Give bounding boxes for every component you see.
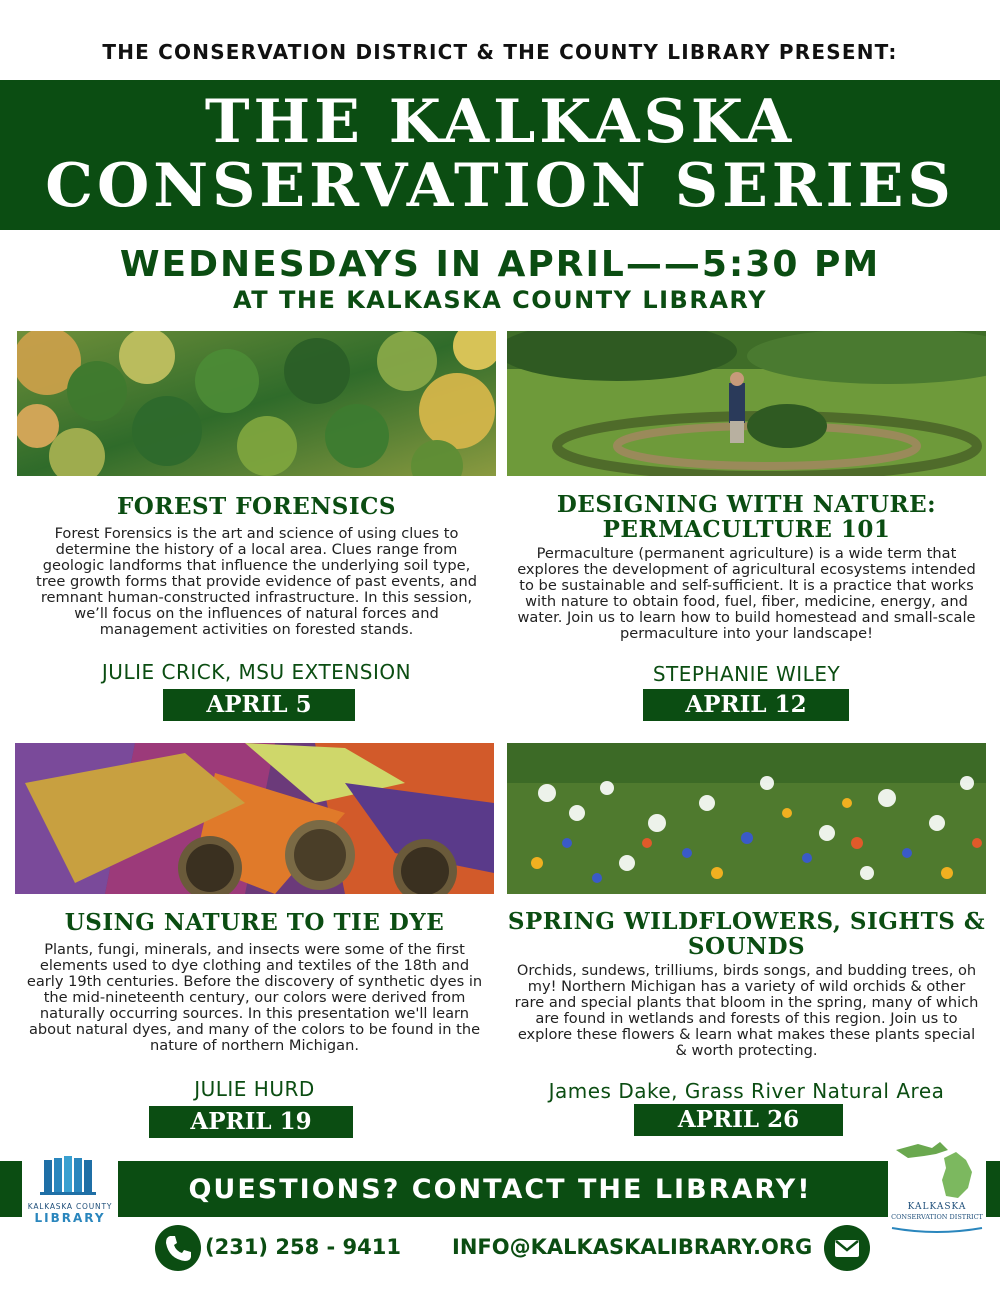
session-description: Forest Forensics is the art and science of using clues to determine the history of a local area. Clues range from geologic landforms that influence the underlying soil type, tree growth forms that provide evidence of past events, and remnant human-constructed infrastructure. In this session, we’ll focus on the influences of natural forces and management activities on forested stands.: [36, 525, 477, 638]
envelope-icon[interactable]: [824, 1225, 870, 1271]
presenter-line: THE CONSERVATION DISTRICT & THE COUNTY LIBRARY PRESENT:: [102, 40, 898, 64]
permaculture-garden-photo: [507, 331, 986, 476]
session-title: FOREST FORENSICS: [116, 493, 397, 520]
session-title: SPRING WILDFLOWERS, SIGHTS & SOUNDS: [507, 908, 986, 960]
contact-library-heading: QUESTIONS? CONTACT THE LIBRARY!: [188, 1174, 812, 1205]
water-wave-icon: [888, 1224, 986, 1234]
title-banner: [0, 80, 1000, 230]
dyed-leaves-photo: [15, 743, 494, 894]
library-logo: [22, 1150, 118, 1228]
session-date-badge: APRIL 5: [163, 689, 355, 721]
session-title: DESIGNING WITH NATURE: PERMACULTURE 101: [556, 491, 937, 543]
session-speaker: JULIE HURD: [194, 1077, 315, 1101]
session-date-badge: APRIL 26: [634, 1104, 843, 1136]
session-description: Permaculture (permanent agriculture) is a wide term that explores the development of agricultural ecosystems intended to be sustainable and self-sufficient. It is a practice that works with nature to obtain food, fuel, fiber, medicine, energy, and water. Join us to learn how to build homestead and small-scale permaculture into your landscape!: [517, 545, 976, 642]
session-description: Orchids, sundews, trilliums, birds songs, and budding trees, oh my! Northern Michigan has a variety of wild orchids & other rare and special plants that bloom in the spring, many of which are found in wetlands and forests of this region. Join us to explore these flowers & learn what makes these plants special & worth protecting.: [514, 962, 979, 1059]
session-speaker: STEPHANIE WILEY: [652, 662, 841, 686]
aerial-forest-photo: [17, 331, 496, 476]
library-logo-line1: KALKASKA COUNTY: [27, 1202, 113, 1211]
wildflower-meadow-photo: [507, 743, 986, 894]
session-speaker: James Dake, Grass River Natural Area: [548, 1079, 945, 1103]
session-speaker: JULIE CRICK, MSU EXTENSION: [101, 660, 412, 684]
series-title-line2: CONSERVATION SERIES: [45, 151, 955, 221]
series-title-line1: THE KALKASKA: [204, 87, 796, 157]
session-date-badge: APRIL 19: [149, 1106, 353, 1138]
library-logo-line2: LIBRARY: [34, 1211, 106, 1225]
michigan-map-icon: [888, 1136, 986, 1202]
schedule-when: WEDNESDAYS IN APRIL——5:30 PM: [119, 244, 881, 285]
book-icon: [22, 1154, 118, 1198]
session-date-badge: APRIL 12: [643, 689, 849, 721]
session-description: Plants, fungi, minerals, and insects were some of the first elements used to dye clothing and textiles of the 18th and early 19th centuries. Before the discovery of synthetic dyes in the mid-nineteenth century, our colors were derived from naturally occurring sources. In this presentation we'll learn about natural dyes, and many of the colors to be found in the nature of northern Michigan.: [26, 941, 483, 1054]
phone-icon[interactable]: [155, 1225, 201, 1271]
library-email[interactable]: INFO@KALKASKALIBRARY.ORG: [452, 1235, 813, 1259]
district-logo-line1: KALKASKA: [907, 1202, 967, 1212]
session-title: USING NATURE TO TIE DYE: [64, 909, 445, 936]
schedule-where: AT THE KALKASKA COUNTY LIBRARY: [233, 286, 767, 314]
conservation-district-logo: [888, 1136, 986, 1236]
library-phone[interactable]: (231) 258 - 9411: [205, 1235, 401, 1259]
district-logo-line2: CONSERVATION DISTRICT: [891, 1213, 983, 1221]
